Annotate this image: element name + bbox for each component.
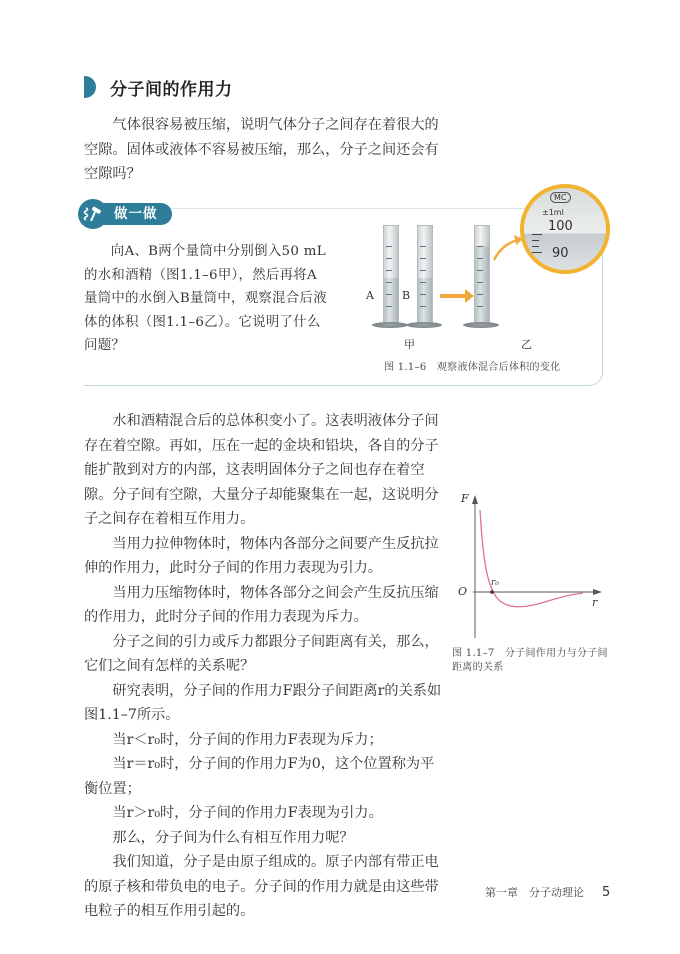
group-label-jia: 甲	[404, 338, 415, 351]
origin-label: O	[458, 585, 468, 598]
body-paragraph: 当r＞r₀时，分子间的作用力F表现为引力。	[112, 805, 383, 821]
group-label-yi: 乙	[521, 338, 532, 351]
heading-marker-icon	[84, 76, 96, 98]
zoom-detail-circle: MC ±1ml 100 90	[520, 184, 610, 274]
body-paragraph: 水和酒精混合后的总体积变小了。这表明液体分子间存在着空隙。再如，压在一起的金块和铅块，各自的分子能扩散到对方的内部，这表明固体分子之间也存在着空隙。分子间有空隙，大量分子却能聚集在一起，这说明分子之间存在着相互作用力。	[84, 413, 439, 527]
chapter-label: 第一章 分子动理论	[485, 886, 584, 899]
body-paragraph: 分子之间的引力或斥力都跟分子间距离有关，那么，它们之间有怎样的关系呢？	[84, 633, 439, 674]
body-paragraph: 我们知道，分子是由原子组成的。原子内部有带正电的原子核和带负电的电子。分子间的作用力就是由这些带电粒子的相互作用引起的。	[84, 854, 439, 919]
activity-badge-label: 做一做	[96, 203, 172, 225]
arrow-icon	[440, 294, 466, 298]
x-axis-label: r	[592, 596, 598, 609]
page-footer	[485, 884, 610, 900]
body-text	[84, 409, 446, 924]
r0-label: r₀	[491, 578, 499, 588]
body-paragraph: 当用力拉伸物体时，物体内各部分之间要产生反抗拉伸的作用力，此时分子间的作用力表现为引力。	[84, 535, 439, 576]
cylinder-a-label: A	[366, 289, 374, 302]
graph-caption: 图 1.1–7 分子间作用力与分子间距离的关系	[452, 648, 608, 673]
cylinder-mixed	[474, 225, 490, 326]
cylinder-b	[417, 225, 433, 326]
section-title: 分子间的作用力	[110, 79, 233, 100]
force-distance-graph	[445, 490, 615, 640]
activity-badge	[78, 199, 172, 229]
body-paragraph: 那么，分子间为什么有相互作用力呢？	[112, 829, 354, 846]
y-axis-label: F	[461, 492, 469, 505]
body-paragraph: 当r＜r₀时，分子间的作用力F表现为斥力；	[112, 731, 383, 748]
activity-text: 向A、B两个量筒中分别倒入50 mL的水和酒精（图1.1–6甲），然后再将A量筒中的水倒入B量筒中，观察混合后液体的体积（图1.1–6乙）。它说明了什么问题？	[84, 244, 327, 353]
body-paragraph: 当用力压缩物体时，物体各部分之间会产生反抗压缩的作用力，此时分子间的作用力表现为斥力。	[84, 584, 439, 625]
section-heading	[84, 75, 233, 99]
body-paragraph: 当r＝r₀时，分子间的作用力F为0，这个位置称为平衡位置；	[84, 756, 435, 797]
zoom-logo: MC	[550, 192, 571, 203]
cylinder-a	[383, 225, 399, 326]
body-paragraph: 研究表明，分子间的作用力F跟分子间距离r的关系如图1.1–7所示。	[84, 682, 442, 723]
intro-paragraph: 气体很容易被压缩，说明气体分子之间存在着很大的空隙。固体或液体不容易被压缩，那么，分子之间还会有空隙吗？	[84, 117, 439, 182]
cylinder-b-label: B	[402, 289, 411, 302]
page-number: 5	[602, 884, 611, 900]
figure-caption: 图 1.1–6 观察液体混合后体积的变化	[384, 362, 561, 373]
hammer-spring-icon	[78, 199, 108, 229]
